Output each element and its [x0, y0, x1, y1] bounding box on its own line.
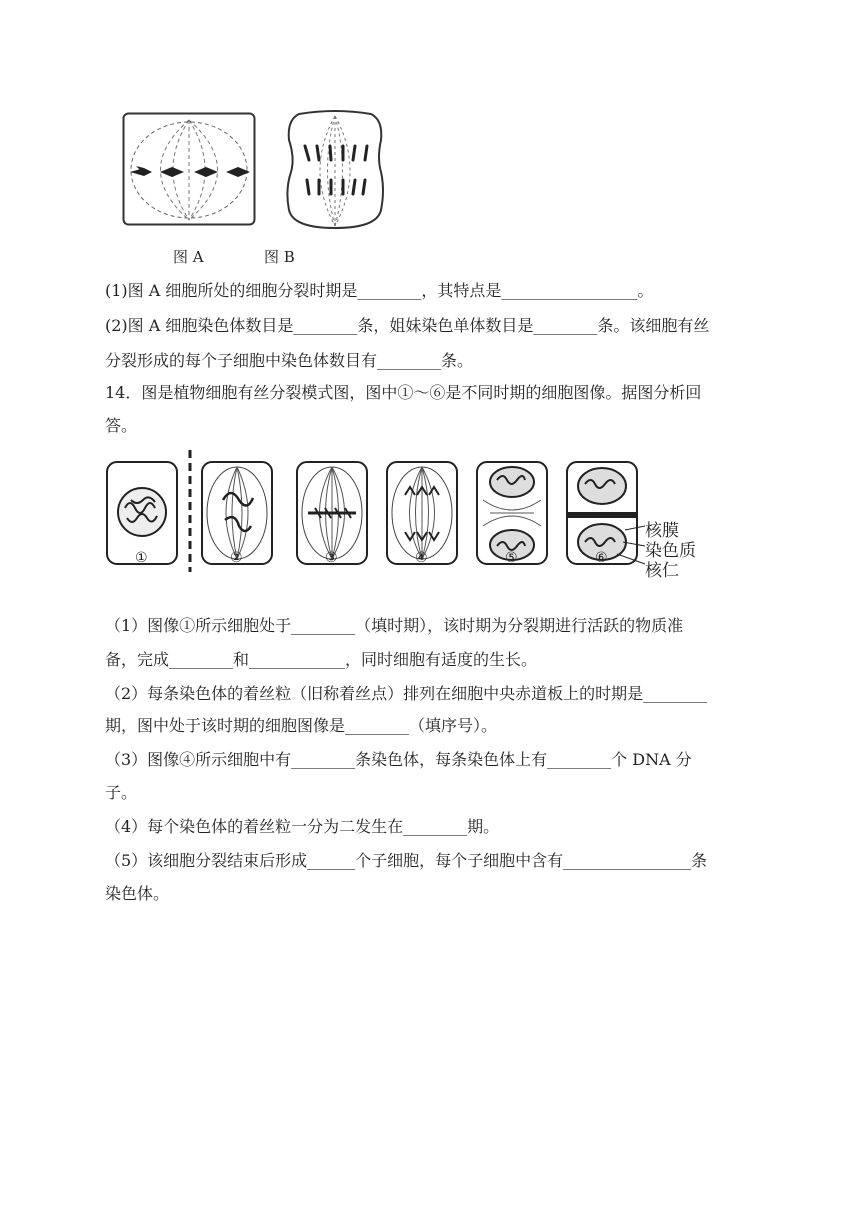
- q14-sub3-line2: 子。: [105, 783, 138, 802]
- q14-sub4: （4）每个染色体的着丝粒一分为二发生在________期。: [105, 817, 500, 836]
- cell-1: [107, 462, 177, 564]
- cell-number-3: ③: [325, 550, 338, 566]
- q14-sub3-line1: （3）图像④所示细胞中有________条染色体，每条染色体上有________个 DNA 分: [105, 750, 692, 769]
- figure-a-drawing: [122, 112, 256, 226]
- q14-sub2-line1: （2）每条染色体的着丝粒（旧称着丝点）排列在细胞中央赤道板上的时期是________: [105, 684, 708, 703]
- q14-sub2-line2: 期，图中处于该时期的细胞图像是________（填序号）。: [105, 716, 498, 735]
- cell-3: [297, 462, 367, 564]
- cell-number-2: ②: [230, 550, 243, 566]
- cell-6: [567, 462, 645, 564]
- q14-sub5-line1: （5）该细胞分裂结束后形成______个子细胞，每个子细胞中含有________________条: [105, 851, 708, 870]
- label-chromatin: 染色质: [645, 541, 696, 561]
- cell-number-5: ⑤: [505, 550, 518, 566]
- q14-stem-line2: 答。: [105, 416, 138, 435]
- q14-sub5-line2: 染色体。: [105, 884, 170, 903]
- cell-4: [387, 462, 457, 564]
- q13-part2-line2: 分裂形成的每个子细胞中染色体数目有________条。: [105, 351, 474, 370]
- figure-b: [285, 110, 385, 232]
- figure-a: [122, 112, 256, 226]
- mitosis-figure: [105, 450, 705, 580]
- q13-part2-line1: (2)图 A 细胞染色体数目是________条，姐妹染色单体数目是________条。该细胞有丝: [105, 316, 710, 335]
- cell-number-6: ⑥: [595, 550, 608, 566]
- q13-part1: (1)图 A 细胞所处的细胞分裂时期是________，其特点是_________________。: [105, 281, 654, 300]
- cell-number-1: ①: [135, 550, 148, 566]
- mitosis-drawing: [105, 450, 665, 572]
- q14-stem-line1: 14．图是植物细胞有丝分裂模式图，图中①～⑥是不同时期的细胞图像。据图分析回: [105, 383, 702, 402]
- cell-number-4: ④: [415, 550, 428, 566]
- caption-figure-a: 图 A: [173, 248, 204, 266]
- figure-b-drawing: [285, 110, 385, 232]
- label-nucleolus: 核仁: [645, 561, 679, 581]
- cell-2: [202, 462, 272, 564]
- q14-sub1-line2: 备，完成________和____________，同时细胞有适度的生长。: [105, 650, 538, 669]
- caption-figure-b: 图 B: [264, 248, 295, 266]
- cell-5: [477, 462, 547, 564]
- label-nuclear-membrane: 核膜: [645, 521, 679, 541]
- q14-sub1-line1: （1）图像①所示细胞处于________（填时期），该时期为分裂期进行活跃的物质准: [105, 616, 684, 635]
